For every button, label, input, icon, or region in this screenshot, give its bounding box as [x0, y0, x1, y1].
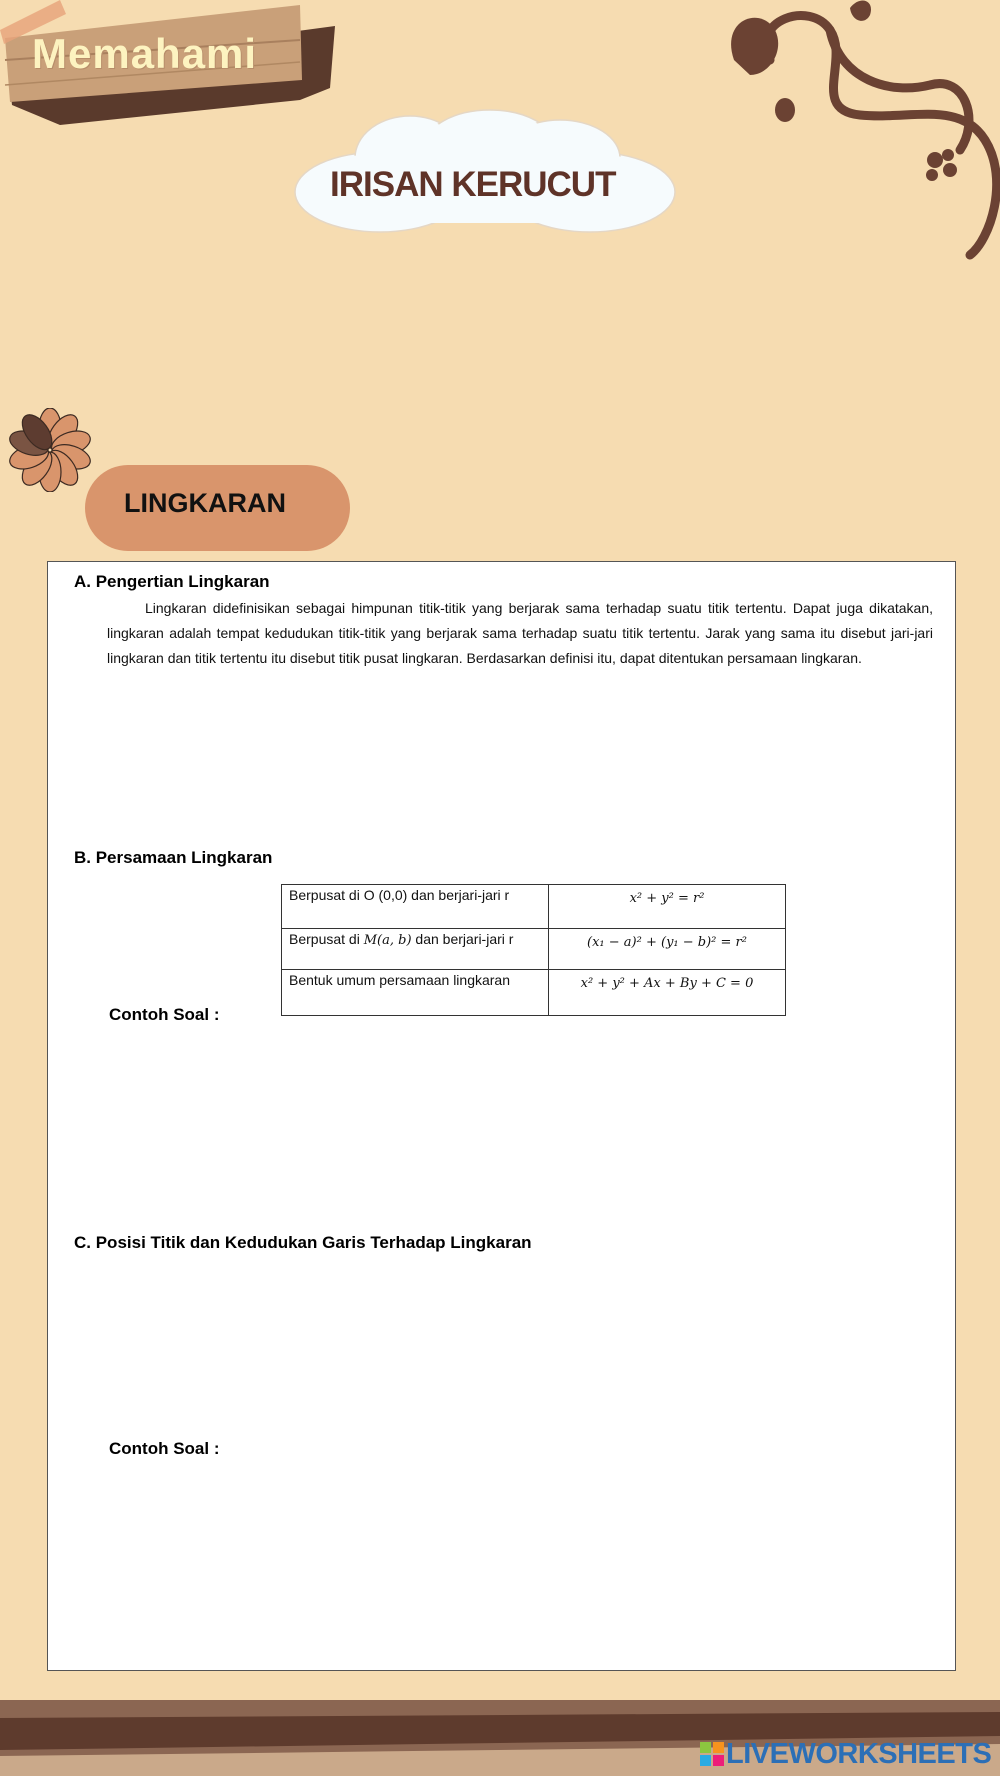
liveworksheets-brand[interactable]: LIVEWORKSHEETS: [726, 1738, 992, 1770]
formula-cell: x² + y² + Ax + By + C = 0: [549, 970, 786, 1016]
table-row: [282, 970, 786, 1016]
section-c-heading: C. Posisi Titik dan Kedudukan Garis Terhadap Lingkaran: [74, 1233, 532, 1252]
section-a-paragraph: Lingkaran didefinisikan sebagai himpunan titik-titik yang berjarak sama terhadap suatu titik tertentu. Dapat juga dikatakan, lingkaran adalah tempat kedudukan titik-titik yang berjarak sama terhadap suatu titik tertentu. Jarak yang sama itu disebut jari-jari lingkaran dan titik tertentu itu disebut titik pusat lingkaran. Berdasarkan definisi itu, dapat ditentukan persamaan lingkaran.: [107, 600, 933, 666]
topic-label: LINGKARAN: [124, 488, 286, 518]
section-a-heading: A. Pengertian Lingkaran: [74, 572, 270, 591]
formula-label: Bentuk umum persamaan lingkaran: [282, 970, 549, 1016]
ribbon-title: Memahami: [32, 30, 258, 77]
formula-label-pre: Berpusat di: [289, 931, 364, 947]
flower-icon: [8, 408, 92, 492]
floral-swirl-icon: [710, 0, 1000, 265]
formula-label: [282, 929, 549, 970]
table-row: [282, 929, 786, 970]
example-label-c: Contoh Soal :: [109, 1439, 220, 1458]
table-row: [282, 885, 786, 929]
page-title: IRISAN KERUCUT: [330, 165, 616, 204]
formula-label-math: M(a, b): [363, 933, 412, 948]
section-b-heading: B. Persamaan Lingkaran: [74, 848, 273, 867]
content-panel: [47, 561, 956, 1671]
formula-table: [281, 884, 786, 1016]
formula-cell: (x₁ − a)² + (y₁ − b)² = r²: [549, 929, 786, 970]
example-label-b: Contoh Soal :: [109, 1005, 220, 1024]
formula-cell: x² + y² = r²: [549, 885, 786, 929]
liveworksheets-logo-icon: [700, 1742, 724, 1766]
formula-label: Berpusat di O (0,0) dan berjari-jari r: [282, 885, 549, 929]
formula-label-post: dan berjari-jari r: [411, 931, 514, 947]
